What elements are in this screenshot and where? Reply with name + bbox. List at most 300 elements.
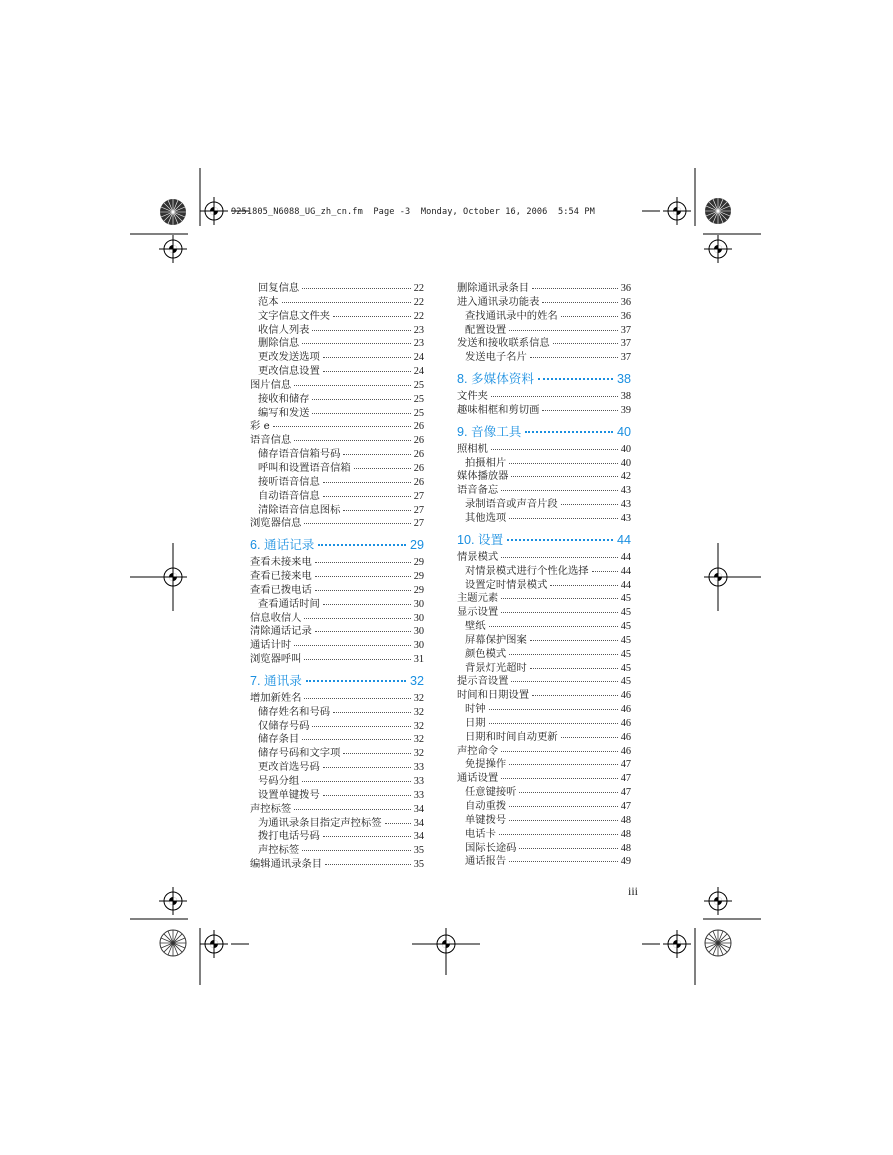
toc-entry	[250, 639, 424, 653]
toc-entry	[250, 448, 424, 462]
dot-leader	[542, 302, 617, 303]
dot-leader	[561, 504, 618, 505]
toc-page-number: 29	[413, 584, 424, 596]
toc-entry	[250, 379, 424, 393]
toc-entry	[457, 404, 631, 418]
toc-entry-title: 主题元素	[457, 592, 499, 605]
toc-page-number: 23	[413, 338, 424, 350]
toc-page-number: 46	[620, 704, 631, 716]
dot-leader	[302, 739, 411, 740]
toc-entry	[457, 296, 631, 310]
toc-entry-title: 仅储存号码	[258, 719, 310, 732]
toc-entry-title: 语音信息	[250, 434, 292, 447]
dot-leader	[509, 806, 618, 807]
toc-entry	[457, 772, 631, 786]
toc-entry-title: 媒体播放器	[457, 470, 509, 483]
toc-page-number: 26	[413, 421, 424, 433]
dot-leader	[501, 490, 618, 491]
toc-page-number: 47	[620, 801, 631, 812]
toc-entry	[457, 703, 631, 717]
toc-entry	[457, 814, 631, 828]
dot-leader	[489, 709, 618, 710]
toc-page-number: 26	[413, 435, 424, 447]
toc-entry	[457, 282, 631, 296]
toc-entry	[250, 844, 424, 858]
toc-entry	[250, 625, 424, 639]
toc-page-number: 38	[616, 372, 631, 387]
toc-entry-title: 删除通讯录条目	[457, 282, 530, 294]
dot-leader	[385, 823, 411, 824]
dot-leader	[525, 431, 613, 433]
toc-entry-title: 7. 通讯录	[250, 673, 302, 688]
dot-leader	[509, 518, 618, 519]
dot-leader	[323, 357, 411, 358]
toc-entry-title: 进入通讯录功能表	[457, 295, 540, 308]
toc-entry	[250, 830, 424, 844]
toc-entry-title: 颜色模式	[465, 647, 507, 660]
toc-entry-title: 日期	[465, 716, 486, 729]
dot-leader	[592, 571, 618, 572]
toc-page-number: 39	[620, 404, 631, 416]
toc-entry	[457, 470, 631, 484]
toc-page-number: 42	[620, 471, 631, 483]
dot-leader	[302, 288, 411, 289]
toc-entry	[457, 634, 631, 648]
toc-page-number: 22	[413, 310, 424, 322]
toc-entry	[250, 598, 424, 612]
toc-entry	[457, 758, 631, 772]
dot-leader	[325, 864, 411, 865]
toc-entry-title: 显示设置	[457, 606, 499, 619]
dot-leader	[323, 482, 411, 483]
dot-leader	[530, 357, 618, 358]
toc-entry-title: 其他选项	[465, 511, 507, 524]
dot-leader	[304, 618, 410, 619]
toc-entry-title: 拨打电话号码	[258, 830, 320, 843]
toc-page-number: 48	[620, 828, 631, 840]
dot-leader	[343, 454, 410, 455]
dot-leader	[507, 539, 613, 541]
dot-leader	[302, 781, 411, 782]
toc-entry	[250, 365, 424, 379]
toc-entry-title: 查看通话时间	[258, 597, 320, 610]
toc-page-number: 27	[413, 490, 424, 502]
toc-page-number: 29	[409, 538, 424, 553]
toc-entry-title: 更改信息设置	[258, 365, 320, 378]
toc-entry	[250, 570, 424, 584]
toc-page-number: 30	[413, 640, 424, 652]
toc-page-number: 45	[620, 607, 631, 619]
toc-entry-title: 设置定时情景模式	[465, 578, 548, 591]
toc-entry	[457, 786, 631, 800]
toc-entry	[457, 592, 631, 606]
toc-entry-title: 浏览器呼叫	[250, 653, 302, 666]
toc-entry	[250, 789, 424, 803]
toc-entry-title: 通话计时	[250, 639, 292, 652]
toc-page-number: 43	[620, 485, 631, 497]
dot-leader	[491, 449, 618, 450]
toc-entry-title: 收信人列表	[258, 323, 310, 336]
toc-page-number: 44	[616, 532, 631, 547]
toc-page-number: 47	[620, 787, 631, 799]
toc-page-number: 45	[620, 662, 631, 674]
dot-leader	[304, 698, 410, 699]
toc-entry	[250, 337, 424, 351]
toc-page-number: 45	[620, 676, 631, 688]
toc-entry	[457, 828, 631, 842]
toc-entry-title: 10. 设置	[457, 532, 504, 547]
toc-entry-title: 国际长途码	[465, 841, 517, 854]
toc-section-heading	[250, 672, 424, 690]
toc-entry-title: 编辑通讯录条目	[250, 858, 323, 871]
toc-entry-title: 查看已接来电	[250, 570, 312, 583]
toc-entry-title: 声控标签	[250, 802, 292, 815]
toc-page-number: 38	[620, 391, 631, 403]
toc-entry-title: 储存姓名和号码	[258, 705, 331, 718]
toc-page-number: 48	[620, 842, 631, 854]
toc-entry	[457, 390, 631, 404]
toc-page-number: 44	[620, 579, 631, 591]
toc-entry-title: 自动语音信息	[258, 489, 320, 502]
dot-leader	[501, 598, 618, 599]
dot-leader	[550, 585, 617, 586]
toc-page-number: 37	[620, 338, 631, 350]
dot-leader	[315, 576, 411, 577]
toc-page-number: 43	[620, 512, 631, 524]
toc-page-number: 27	[413, 518, 424, 530]
toc-entry-title: 9. 音像工具	[457, 424, 522, 439]
toc-page-number: 30	[413, 626, 424, 638]
toc-right-column	[457, 282, 631, 869]
toc-page-number: 46	[620, 690, 631, 702]
toc-page-number: 46	[620, 745, 631, 757]
toc-entry	[250, 556, 424, 570]
toc-entry	[250, 504, 424, 518]
toc-entry	[457, 310, 631, 324]
toc-entry-title: 发送和接收联系信息	[457, 337, 550, 350]
dot-leader	[312, 413, 410, 414]
toc-entry-title: 配置设置	[465, 323, 507, 336]
toc-entry	[457, 662, 631, 676]
dot-leader	[509, 764, 618, 765]
toc-page-number: 45	[620, 621, 631, 633]
toc-entry-title: 接听语音信息	[258, 475, 320, 488]
dot-leader	[491, 396, 618, 397]
toc-entry	[250, 720, 424, 734]
dot-leader	[323, 496, 411, 497]
dot-leader	[532, 695, 618, 696]
toc-page-number: 45	[620, 648, 631, 660]
toc-entry-title: 储存条目	[258, 733, 300, 746]
dot-leader	[312, 399, 410, 400]
dot-leader	[489, 723, 618, 724]
toc-entry-title: 对情景模式进行个性化选择	[465, 564, 589, 577]
toc-page-number: 40	[620, 443, 631, 455]
toc-entry	[457, 565, 631, 579]
toc-page-number: 47	[620, 759, 631, 771]
dot-leader	[312, 330, 410, 331]
toc-entry	[457, 498, 631, 512]
toc-entry-title: 储存号码和文字项	[258, 747, 341, 760]
dot-leader	[294, 440, 411, 441]
toc-page-number: 45	[620, 593, 631, 605]
dot-leader	[302, 343, 411, 344]
toc-page-number: 37	[620, 324, 631, 336]
dot-leader	[333, 316, 411, 317]
toc-entry-title: 更改首选号码	[258, 761, 320, 774]
toc-entry-title: 号码分组	[258, 775, 300, 787]
toc-page-number: 27	[413, 504, 424, 516]
toc-page-number: 26	[413, 462, 424, 474]
toc-entry	[457, 484, 631, 498]
toc-entry	[250, 775, 424, 789]
dot-leader	[343, 510, 410, 511]
dot-leader	[501, 612, 618, 613]
toc-page-number: 24	[413, 366, 424, 378]
dot-leader	[509, 820, 618, 821]
toc-entry-title: 声控标签	[258, 844, 300, 857]
toc-entry-title: 提示音设置	[457, 675, 509, 688]
toc-page-number: 47	[620, 773, 631, 785]
toc-entry	[457, 512, 631, 526]
toc-entry	[250, 420, 424, 434]
toc-entry	[457, 620, 631, 634]
dot-leader	[304, 659, 410, 660]
dot-leader	[509, 463, 618, 464]
toc-entry-title: 单键拨号	[465, 813, 507, 826]
toc-page-number: 40	[616, 424, 631, 439]
dot-leader	[294, 385, 411, 386]
toc-page-number: 46	[620, 731, 631, 743]
toc-page-number: 37	[620, 352, 631, 364]
dot-leader	[315, 562, 411, 563]
dot-leader	[315, 590, 411, 591]
toc-entry-title: 趣味相框和剪切画	[457, 403, 540, 416]
toc-page-number: 32	[413, 706, 424, 718]
toc-entry-title: 为通讯录条目指定声控标签	[258, 816, 382, 829]
toc-entry-title: 文件夹	[457, 390, 488, 403]
toc-entry	[457, 457, 631, 471]
toc-entry	[457, 731, 631, 745]
toc-page-number: 43	[620, 499, 631, 511]
dot-leader	[273, 426, 411, 427]
toc-page-number: 26	[413, 476, 424, 488]
toc-entry-title: 情景模式	[457, 550, 499, 563]
toc-entry-title: 储存语音信箱号码	[258, 448, 341, 461]
toc-entry-title: 图片信息	[250, 378, 292, 391]
toc-entry-title: 清除通话记录	[250, 625, 312, 638]
dot-leader	[530, 640, 618, 641]
toc-entry-title: 查找通讯录中的姓名	[465, 309, 558, 322]
toc-entry-title: 增加新姓名	[250, 691, 302, 704]
toc-page-number: 26	[413, 449, 424, 461]
toc-entry	[250, 393, 424, 407]
dot-leader	[538, 378, 613, 380]
toc-entry	[250, 324, 424, 338]
toc-entry	[250, 747, 424, 761]
toc-page-number: 36	[620, 310, 631, 322]
toc-page-number: 30	[413, 612, 424, 624]
toc-entry-title: 浏览器信息	[250, 517, 302, 530]
toc-page-number: 49	[620, 856, 631, 868]
toc-entry	[457, 842, 631, 856]
dot-leader	[509, 861, 618, 862]
toc-entry-title: 通话报告	[465, 855, 507, 868]
toc-entry-title: 编写和发送	[258, 406, 310, 419]
toc-page-number: 25	[413, 379, 424, 391]
toc-entry	[250, 733, 424, 747]
toc-page-number: 29	[413, 557, 424, 569]
toc-section-heading	[457, 423, 631, 441]
dot-leader	[530, 668, 618, 669]
toc-entry	[250, 476, 424, 490]
toc-page-number: 33	[413, 762, 424, 774]
dot-leader	[302, 850, 411, 851]
dot-leader	[542, 410, 617, 411]
toc-entry	[457, 551, 631, 565]
toc-entry-title: 查看已拨电话	[250, 583, 312, 596]
toc-entry-title: 屏幕保护图案	[465, 633, 527, 646]
toc-entry-title: 接收和储存	[258, 392, 310, 405]
toc-entry-title: 设置单键拨号	[258, 788, 320, 801]
toc-page-number: 32	[409, 673, 424, 688]
toc-entry	[250, 692, 424, 706]
toc-page-number: 29	[413, 571, 424, 583]
toc-entry-title: 8. 多媒体资料	[457, 372, 534, 387]
dot-leader	[511, 476, 617, 477]
toc-page-number: 40	[620, 457, 631, 469]
print-header: 9251805_N6088_UG_zh_cn.fm Page -3 Monday, October 16, 2006 5:54 PM	[231, 207, 595, 217]
toc-entry-title: 信息收信人	[250, 611, 302, 624]
toc-entry-title: 免提操作	[465, 758, 507, 771]
dot-leader	[318, 544, 406, 546]
toc-entry-title: 删除信息	[258, 337, 300, 350]
toc-entry	[457, 337, 631, 351]
dot-leader	[553, 343, 618, 344]
toc-entry-title: 更改发送选项	[258, 351, 320, 364]
dot-leader	[323, 371, 411, 372]
dot-leader	[499, 834, 618, 835]
toc-entry-title: 时钟	[465, 703, 486, 716]
toc-entry	[250, 706, 424, 720]
toc-page-number: 22	[413, 283, 424, 294]
toc-page-number: 32	[413, 748, 424, 760]
toc-page-number: 34	[413, 817, 424, 829]
toc-entry-title: 清除语音信息图标	[258, 503, 341, 516]
toc-left-column	[250, 282, 424, 872]
toc-entry	[457, 443, 631, 457]
toc-entry	[250, 612, 424, 626]
toc-entry	[250, 761, 424, 775]
toc-entry-title: 彩 e	[250, 420, 270, 433]
toc-entry	[457, 606, 631, 620]
toc-entry	[250, 407, 424, 421]
toc-page-number: 32	[413, 692, 424, 704]
toc-entry	[250, 351, 424, 365]
dot-leader	[294, 645, 411, 646]
toc-page-number: 46	[620, 717, 631, 729]
dot-leader	[519, 848, 617, 849]
toc-entry-title: 呼叫和设置语音信箱	[258, 461, 351, 474]
dot-leader	[315, 631, 411, 632]
toc-entry-title: 文字信息文件夹	[258, 309, 331, 322]
dot-leader	[501, 557, 618, 558]
dot-leader	[333, 712, 411, 713]
dot-leader	[306, 680, 406, 682]
toc-entry	[457, 324, 631, 338]
dot-leader	[323, 604, 411, 605]
toc-entry-title: 背景灯光超时	[465, 661, 527, 674]
toc-entry-title: 通话设置	[457, 772, 499, 785]
toc-page-number: 31	[413, 654, 424, 666]
toc-entry-title: 时间和日期设置	[457, 689, 530, 702]
toc-entry-title: 6. 通话记录	[250, 538, 315, 553]
toc-entry	[457, 855, 631, 869]
dot-leader	[561, 737, 618, 738]
dot-leader	[509, 654, 618, 655]
toc-page-number: 30	[413, 598, 424, 610]
toc-entry	[457, 579, 631, 593]
toc-page-number: 32	[413, 720, 424, 732]
toc-entry	[250, 490, 424, 504]
toc-page-number: 32	[413, 734, 424, 746]
toc-page-number: 34	[413, 831, 424, 843]
toc-entry-title: 拍摄相片	[465, 456, 507, 469]
dot-leader	[489, 626, 618, 627]
dot-leader	[501, 778, 618, 779]
toc-page-number: 44	[620, 565, 631, 577]
toc-page-number: 35	[413, 845, 424, 857]
toc-entry	[250, 517, 424, 531]
dot-leader	[323, 767, 411, 768]
dot-leader	[354, 468, 411, 469]
toc-entry	[250, 434, 424, 448]
toc-entry	[250, 817, 424, 831]
dot-leader	[282, 302, 411, 303]
toc-entry	[250, 310, 424, 324]
dot-leader	[519, 792, 617, 793]
toc-page-number: 24	[413, 352, 424, 364]
page-number: iii	[628, 884, 639, 898]
toc-entry-title: 照相机	[457, 442, 488, 455]
toc-entry	[457, 689, 631, 703]
dot-leader	[511, 681, 617, 682]
toc-entry	[457, 675, 631, 689]
toc-entry	[250, 803, 424, 817]
toc-entry	[250, 282, 424, 296]
dot-leader	[323, 836, 411, 837]
toc-entry	[250, 462, 424, 476]
toc-entry	[457, 800, 631, 814]
toc-section-heading	[250, 536, 424, 554]
dot-leader	[304, 523, 410, 524]
dot-leader	[312, 726, 410, 727]
dot-leader	[501, 751, 618, 752]
toc-entry-title: 声控命令	[457, 744, 499, 757]
toc-page-number: 33	[413, 776, 424, 787]
dot-leader	[323, 795, 411, 796]
toc-page-number: 45	[620, 634, 631, 646]
dot-leader	[343, 753, 410, 754]
toc-section-heading	[457, 370, 631, 388]
toc-entry	[250, 858, 424, 872]
toc-entry-title: 任意键接听	[465, 786, 517, 799]
toc-entry-title: 壁纸	[465, 620, 486, 633]
crop-lines	[130, 168, 761, 985]
toc-entry-title: 电话卡	[465, 827, 496, 840]
toc-page-number: 44	[620, 551, 631, 563]
toc-entry-title: 日期和时间自动更新	[465, 730, 558, 743]
